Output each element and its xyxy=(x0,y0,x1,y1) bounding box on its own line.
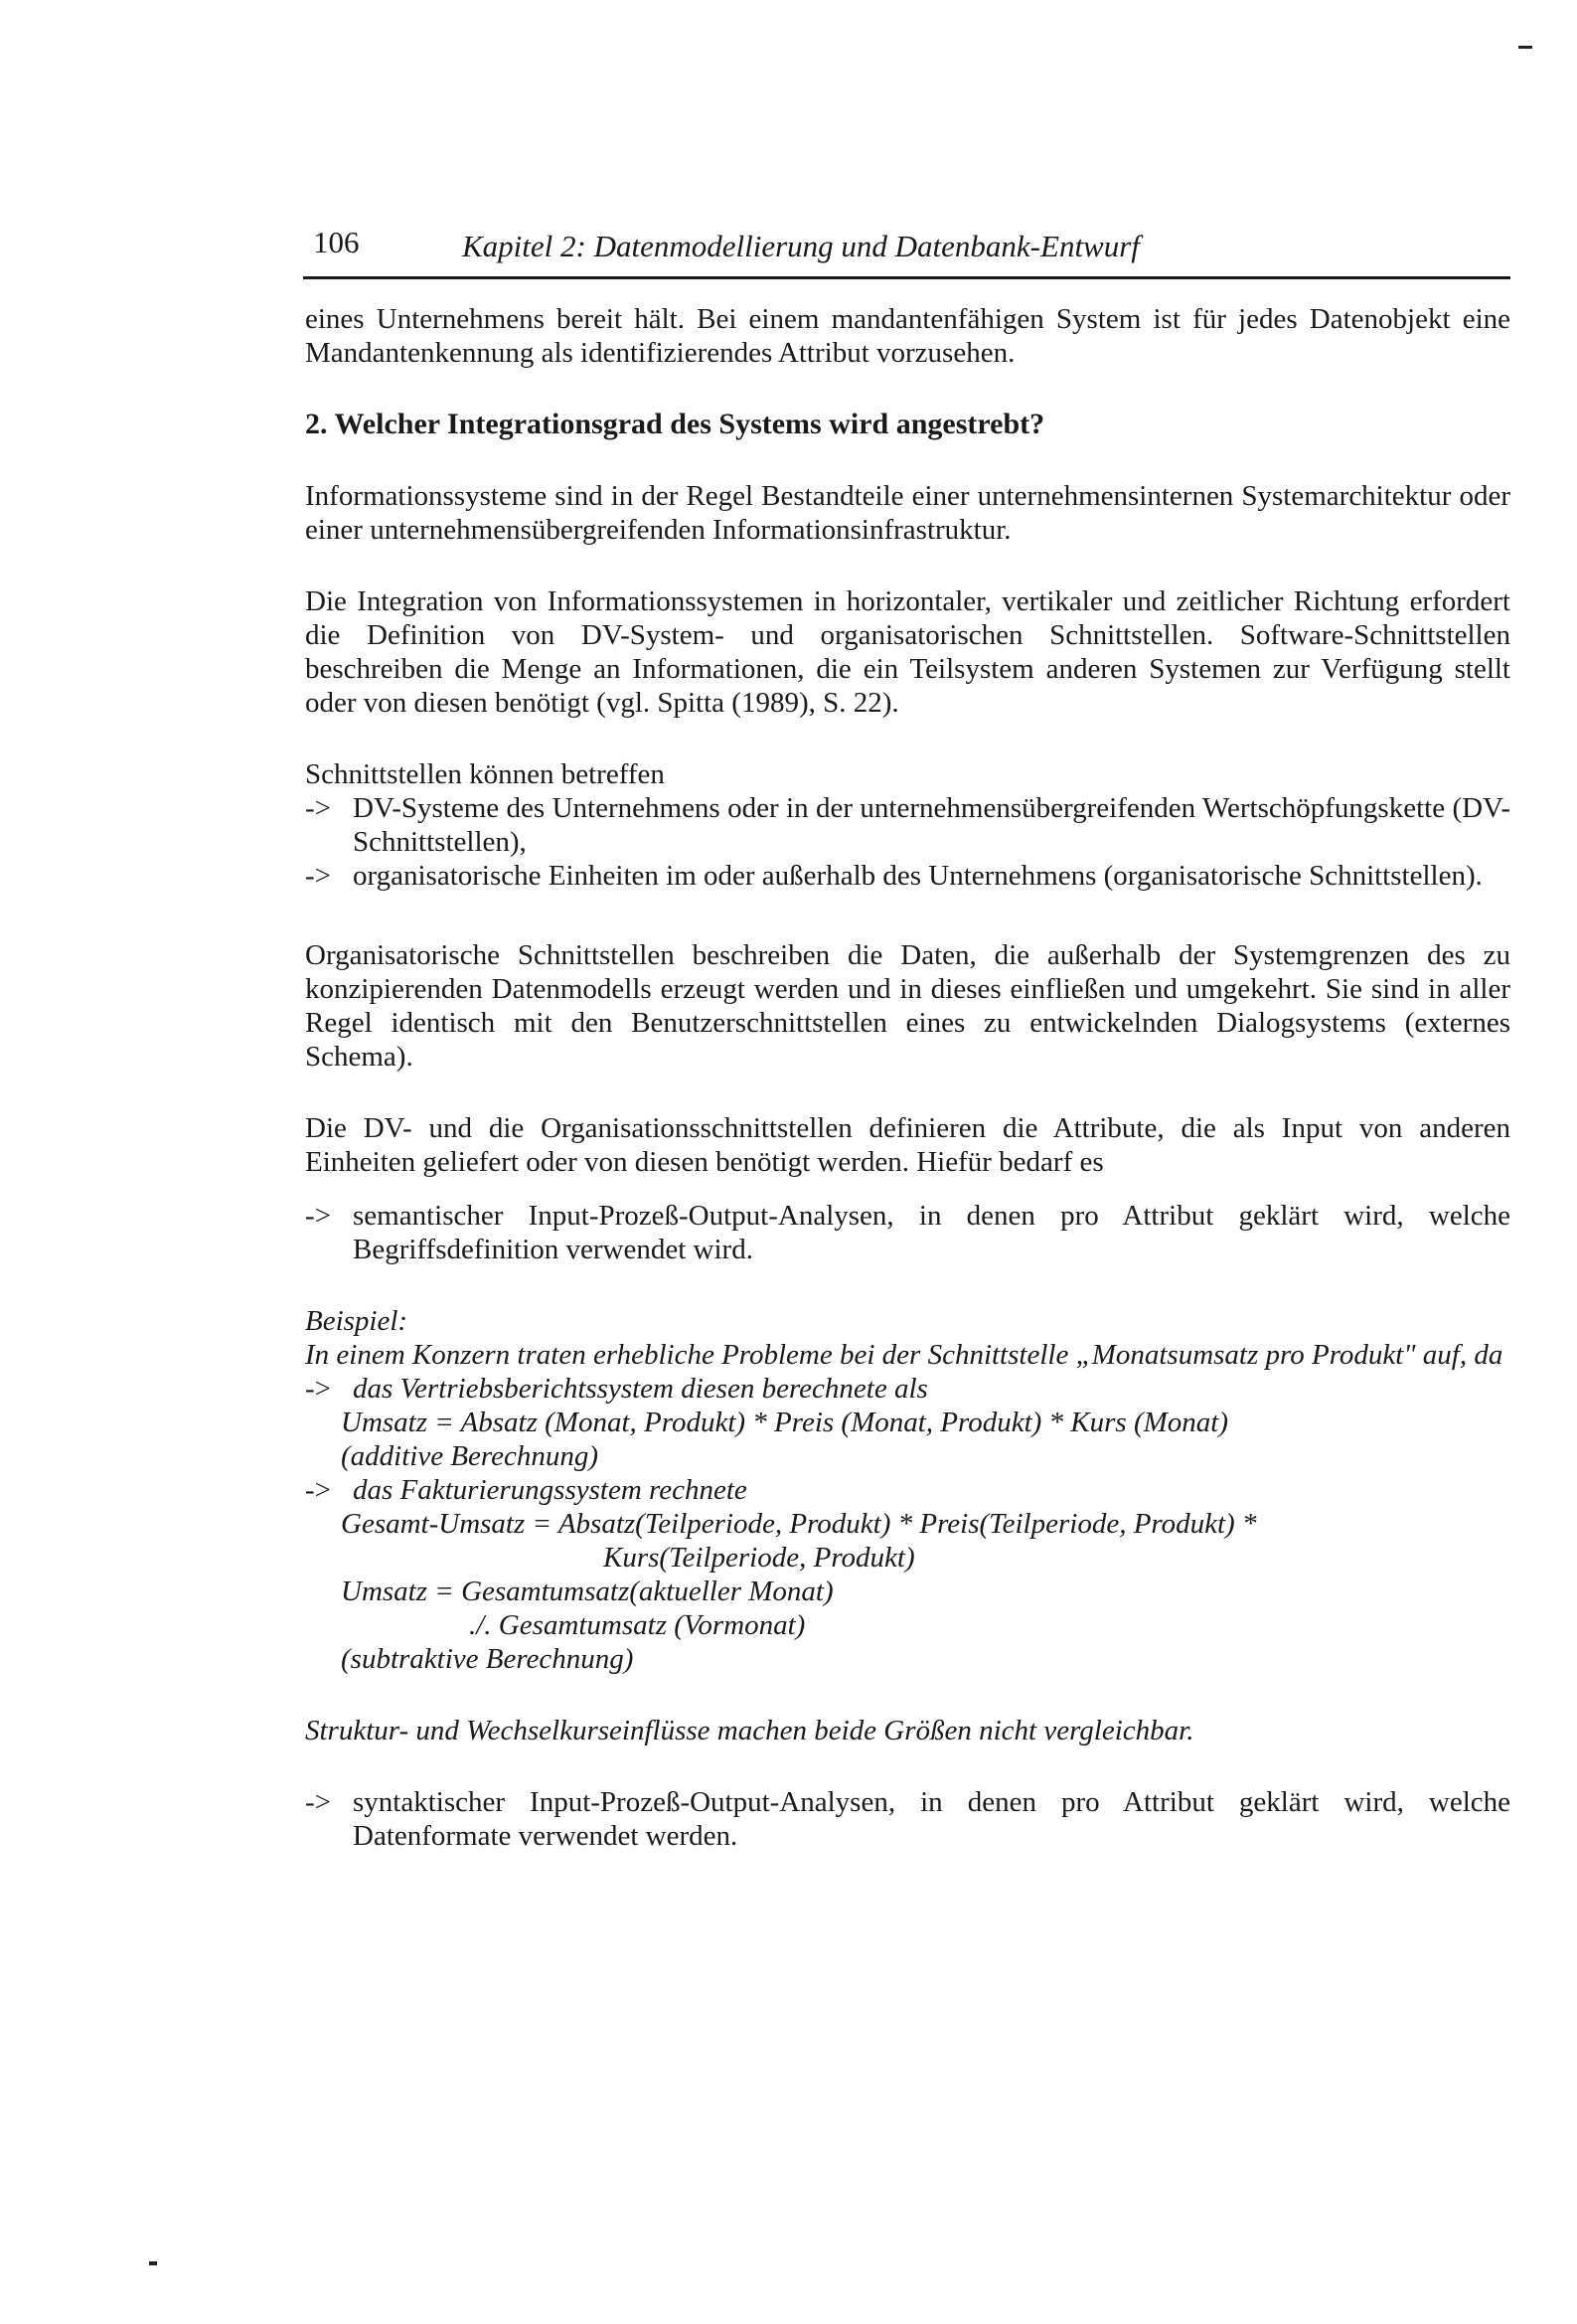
scan-artifact-top xyxy=(1518,46,1532,49)
formula-line: Umsatz = Absatz (Monat, Produkt) * Preis (Monat, Produkt) * Kurs (Monat) xyxy=(341,1407,1228,1438)
arrow-marker: -> xyxy=(305,860,332,892)
list-item-organisatorisch xyxy=(305,859,1510,893)
formula-line: Gesamt-Umsatz = Absatz(Teilperiode, Produkt) * Preis(Teilperiode, Produkt) * xyxy=(341,1508,1257,1540)
example-block xyxy=(305,1304,1510,1747)
example-item-vertrieb xyxy=(305,1372,1510,1406)
example-intro: In einem Konzern traten erhebliche Probleme bei der Schnittstelle „Monatsumsatz pro Produkt" auf, da xyxy=(305,1339,1503,1371)
list-item-text: das Vertriebsberichtssystem diesen berechnete als xyxy=(353,1373,928,1405)
paragraph-integration: Die Integration von Informationssystemen in horizontaler, vertikaler und zeitlicher Richtung erfordert die Definition von DV-System- und organisatorischen Schnittstellen. Software-Schnittstellen beschreiben die Menge an Informationen, die ein Teilsystem anderen Systemen zur Verfügung stellt oder von diesen benötigt (vgl. Spitta (1989), S. 22). xyxy=(305,585,1510,719)
formula-line: Umsatz = Gesamtumsatz(aktueller Monat) xyxy=(341,1576,834,1607)
page-number: 106 xyxy=(313,225,360,259)
list-item-syntaktisch xyxy=(305,1785,1510,1853)
formula-note: (subtraktive Berechnung) xyxy=(341,1643,634,1675)
list-item-dv-systeme xyxy=(305,791,1510,859)
example-conclusion: Struktur- und Wechselkurseinflüsse machen beide Größen nicht vergleichbar. xyxy=(305,1715,1194,1746)
arrow-marker: -> xyxy=(305,1474,332,1506)
page-body xyxy=(305,302,1510,1853)
formula-note: (additive Berechnung) xyxy=(341,1440,599,1472)
paragraph-informationssysteme: Informationssysteme sind in der Regel Bestandteile einer unternehmensinternen Systemarchitektur oder einer unternehmensübergreifenden Informationsinfrastruktur. xyxy=(305,480,1510,546)
formula-line: ./. Gesamtumsatz (Vormonat) xyxy=(469,1609,806,1641)
list-item-text: syntaktischer Input-Prozeß-Output-Analysen, in denen pro Attribut geklärt wird, welche Datenformate verwendet werden. xyxy=(353,1786,1510,1852)
page-header xyxy=(303,221,1510,279)
example-item-fakturierung xyxy=(305,1473,1510,1507)
paragraph-attribute: Die DV- und die Organisationsschnittstellen definieren die Attribute, die als Input von anderen Einheiten geliefert oder von diesen benötigt werden. Hiefür bedarf es xyxy=(305,1112,1510,1178)
arrow-marker: -> xyxy=(305,792,332,824)
running-title: Kapitel 2: Datenmodellierung und Datenbank-Entwurf xyxy=(462,229,1140,263)
formula-line: Kurs(Teilperiode, Produkt) xyxy=(603,1542,915,1574)
scan-artifact-bottom xyxy=(149,2261,157,2265)
list-item-text: organisatorische Einheiten im oder außerhalb des Unternehmens (organisatorische Schnittstellen). xyxy=(353,860,1483,892)
list-item-text: DV-Systeme des Unternehmens oder in der unternehmensübergreifenden Wertschöpfungskette (DV-Schnittstellen), xyxy=(353,792,1510,858)
paragraph-schnittstellen-intro: Schnittstellen können betreffen xyxy=(305,758,665,790)
arrow-marker: -> xyxy=(305,1373,332,1405)
section-heading-integration: 2. Welcher Integrationsgrad des Systems wird angestrebt? xyxy=(305,408,1045,440)
list-item-text: das Fakturierungssystem rechnete xyxy=(353,1474,747,1506)
list-item-semantisch xyxy=(305,1199,1510,1266)
formula-additive xyxy=(305,1406,1510,1473)
paragraph-organisatorische-schnittstellen: Organisatorische Schnittstellen beschreiben die Daten, die außerhalb der Systemgrenzen des zu konzipierenden Datenmodells erzeugt werden und in dieses einfließen und umgekehrt. Sie sind in aller Regel identisch mit den Benutzerschnittstellen eines zu entwickelnden Dialogsystems (externes Schema). xyxy=(305,939,1510,1073)
arrow-marker: -> xyxy=(305,1200,332,1232)
arrow-marker: -> xyxy=(305,1786,332,1818)
formula-subtractive xyxy=(305,1507,1510,1676)
example-label: Beispiel: xyxy=(305,1305,408,1337)
list-item-text: semantischer Input-Prozeß-Output-Analysen, in denen pro Attribut geklärt wird, welche Begriffsdefinition verwendet wird. xyxy=(353,1200,1510,1265)
paragraph-mandant: eines Unternehmens bereit hält. Bei einem mandantenfähigen System ist für jedes Datenobjekt eine Mandantenkennung als identifizierendes Attribut vorzusehen. xyxy=(305,303,1510,369)
